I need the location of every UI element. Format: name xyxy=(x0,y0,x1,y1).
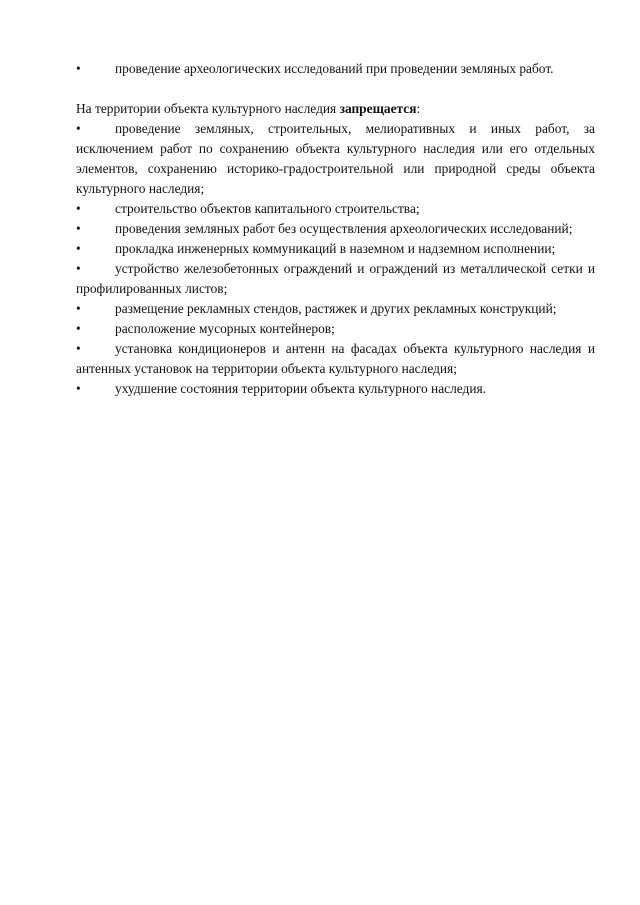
list-item xyxy=(76,379,595,399)
paragraph-gap xyxy=(76,79,595,99)
bullet-icon: • xyxy=(76,261,81,276)
intro-paragraph xyxy=(76,99,595,119)
list-item xyxy=(76,319,595,339)
intro-bold-word: запрещается xyxy=(339,101,417,116)
intro-suffix: : xyxy=(416,101,421,116)
list-item-text: проведение земляных, строительных, мелиоративных и иных работ, за исключением работ по сохранению объекта культурного наследия или его отдельных элементов, сохранению историко-градостроительной или природной среды объекта культурного наследия; xyxy=(76,121,595,196)
bullet-icon: • xyxy=(76,381,81,396)
list-item xyxy=(76,119,595,199)
bullet-icon: • xyxy=(76,61,81,76)
list-item-text: строительство объектов капитального строительства; xyxy=(115,201,420,216)
document-body xyxy=(76,59,595,399)
bullet-icon: • xyxy=(76,301,81,316)
list-item-text: проведения земляных работ без осуществления археологических исследований; xyxy=(115,221,573,236)
list-item xyxy=(76,299,595,319)
list-item xyxy=(76,219,595,239)
bullet-icon: • xyxy=(76,221,81,236)
list-item-text: устройство железобетонных ограждений и ограждений из металлической сетки и профилированных листов; xyxy=(76,261,595,296)
list-item xyxy=(76,59,595,79)
list-item xyxy=(76,199,595,219)
list-item-text: расположение мусорных контейнеров; xyxy=(115,321,335,336)
list-item xyxy=(76,259,595,299)
list-item-text: прокладка инженерных коммуникаций в наземном и надземном исполнении; xyxy=(115,241,556,256)
list-item-text: ухудшение состояния территории объекта культурного наследия. xyxy=(115,381,487,396)
list-item-text: размещение рекламных стендов, растяжек и других рекламных конструкций; xyxy=(115,301,557,316)
intro-prefix: На территории объекта культурного наследия xyxy=(76,101,340,116)
bullet-icon: • xyxy=(76,201,81,216)
bullet-icon: • xyxy=(76,241,81,256)
bullet-icon: • xyxy=(76,341,81,356)
list-item-text: установка кондиционеров и антенн на фасадах объекта культурного наследия и антенных установок на территории объекта культурного наследия; xyxy=(76,341,595,376)
bullet-icon: • xyxy=(76,321,81,336)
list-item xyxy=(76,339,595,379)
list-item xyxy=(76,239,595,259)
bullet-icon: • xyxy=(76,121,81,136)
list-item-text: проведение археологических исследований при проведении земляных работ. xyxy=(115,61,554,76)
